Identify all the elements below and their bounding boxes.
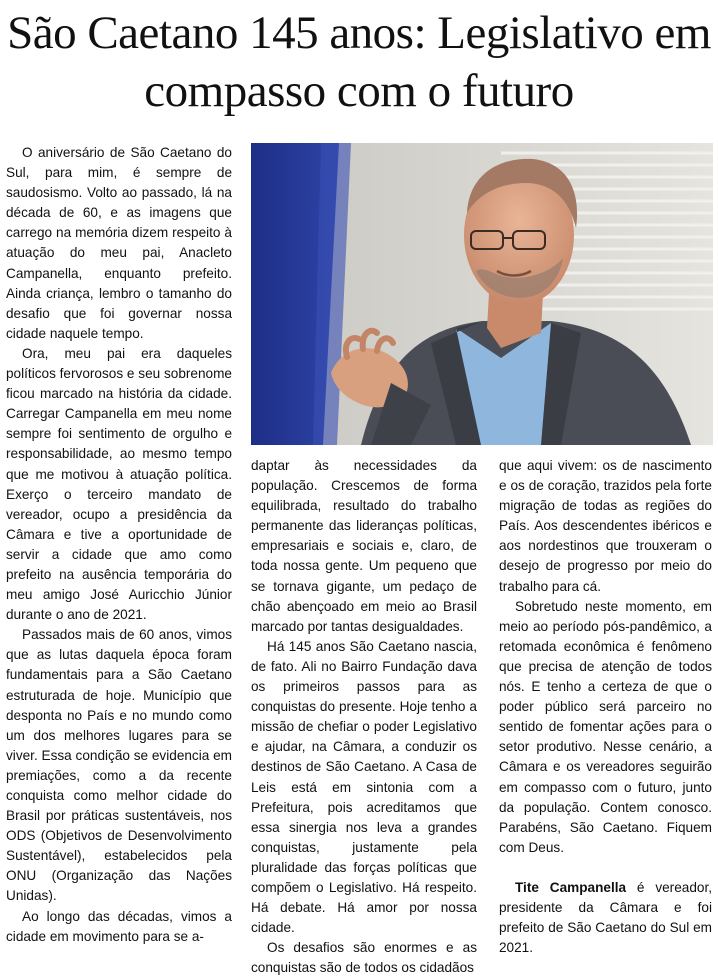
- paragraph: O aniversário de São Caetano do Sul, para mim, é sempre de saudosismo. Volto ao passado, lá na década de 60, e as imagens que carrego na memória dizem respeito à atuação do meu pai, Anacleto Campanella, enquanto prefeito. Ainda criança, lembro o tamanho do desafio que foi governar nossa cidade naquele tempo.: [6, 145, 232, 341]
- paragraph: daptar às necessidades da população. Crescemos de forma equilibrada, resultado do trabalho permanente das lideranças políticas, empresariais e sociais e, claro, de toda nossa gente. Um pequeno que se tornava gigante, um pedaço de chão abençoado em meio ao Brasil marcado por tantas desigualdades.: [251, 458, 477, 634]
- headline: São Caetano 145 anos: Legislativo em compasso com o futuro: [7, 7, 711, 117]
- paragraph: Sobretudo neste momento, em meio ao período pós-pandêmico, a retomada econômica é fenômeno que precisa de atenção de todos nós. E tenho a certeza de que o poder público será parceiro no sentido de fomentar ações para o setor produtivo. Nesse cenário, a Câmara e os vereadores seguirão em compasso com o futuro, junto da população. Contem conosco. Parabéns, São Caetano. Fiquem com Deus.: [499, 598, 712, 855]
- author-bio: [499, 878, 712, 958]
- article-column-1: [6, 143, 232, 947]
- paragraph: Passados mais de 60 anos, vimos que as lutas daquela época foram fundamentais para a São Caetano estruturada de hoje. Município que desponta no País e no mundo como um dos melhores lugares para se viver. Essa condição se evidencia em premiações, como a da recente conquista como melhor cidade do Brasil por práticas sustentáveis, nos ODS (Objetivos de Desenvolvimento Sustentável), estabelecidos pela ONU (Organização das Nações Unidas).: [6, 627, 232, 904]
- paragraph: Os desafios são enormes e as conquistas são de todos os cidadãos: [251, 940, 477, 976]
- author-name: Tite Campanella: [515, 879, 627, 895]
- author-bio-text: é vereador, presidente da Câmara e foi prefeito de São Caetano do Sul em 2021.: [499, 879, 712, 956]
- paragraph: que aqui vivem: os de nascimento e os de coração, trazidos pela forte migração de todas as regiões do País. Aos descendentes ibéricos e aos nordestinos que trouxeram o desejo de progresso por meio do trabalho para cá.: [499, 458, 712, 594]
- paragraph: Ora, meu pai era daqueles políticos fervorosos e seu sobrenome ficou marcado na história da cidade. Carregar Campanella em meu nome sempre foi sentimento de orgulho e responsabilidade, ao mesmo tempo que me motivou à atuação política. Exerço o terceiro mandato de vereador, ocupo a presidência da Câmara e tive a oportunidade de servir a cidade que amo como prefeito na ausência temporária do meu amigo José Auricchio Júnior durante o ano de 2021.: [6, 345, 232, 623]
- author-photo: [251, 143, 713, 445]
- paragraph: Há 145 anos São Caetano nascia, de fato. Ali no Bairro Fundação dava os primeiros passos para as conquistas do presente. Hoje tenho a missão de chefiar o poder Legislativo e ajudar, na Câmara, a conduzir os destinos de São Caetano. A Casa de Leis está em sintonia com a Prefeitura, pois acreditamos que essa sinergia nos leva a grandes conquistas, justamente pela pluralidade das forças políticas que compõem o Legislativo. Há respeito. Há debate. Há amor por nossa cidade.: [251, 638, 477, 936]
- article-column-3: [499, 456, 712, 958]
- article-column-2: [251, 456, 477, 978]
- portrait-illustration: [251, 143, 713, 445]
- paragraph: Ao longo das décadas, vimos a cidade em movimento para se a-: [6, 908, 232, 944]
